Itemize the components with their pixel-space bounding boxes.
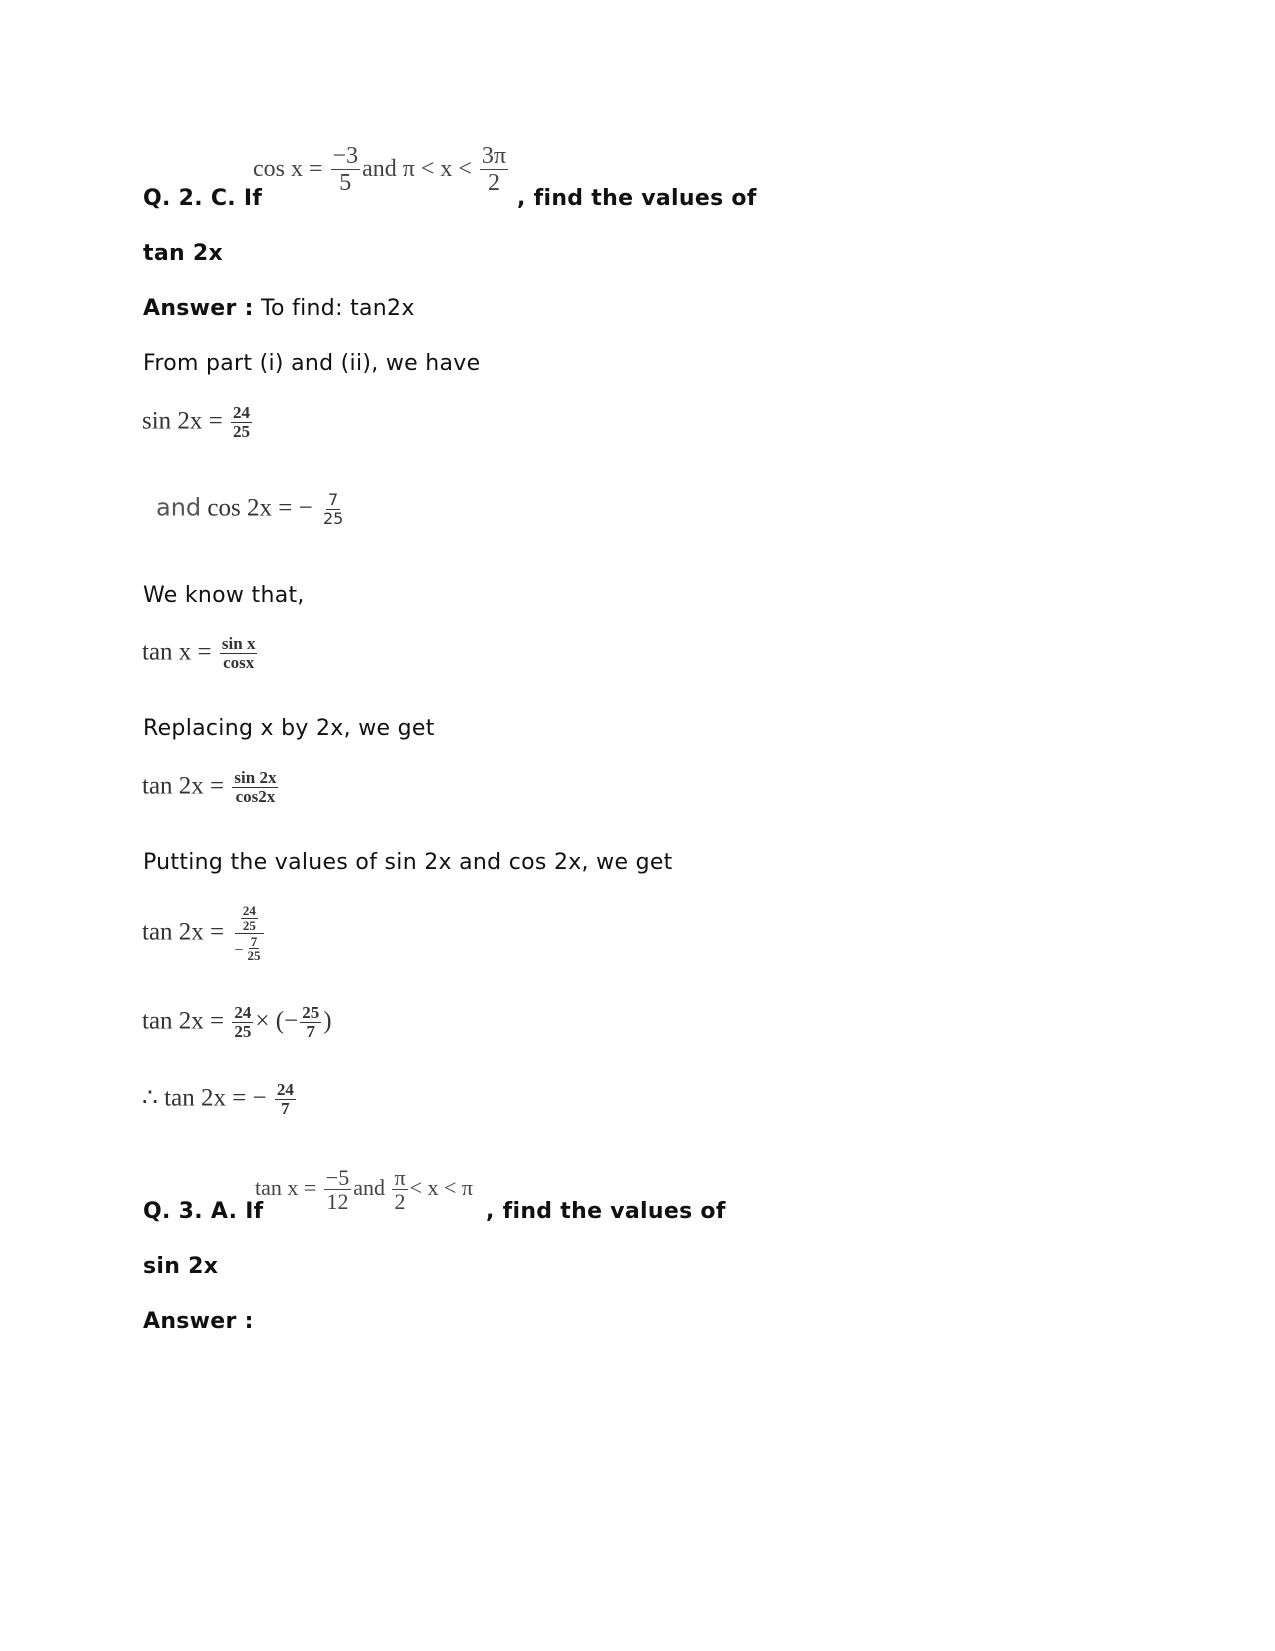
- numerator: 7: [328, 490, 339, 509]
- fraction: [300, 1004, 321, 1042]
- equation-final: [142, 1081, 298, 1119]
- question-condition: [253, 144, 510, 197]
- equation-tan2x-ratio: [142, 769, 280, 807]
- fraction: [232, 769, 278, 807]
- times-operator: × (−: [255, 1007, 299, 1035]
- equation-cos2x: [156, 492, 347, 527]
- equation-lhs: cos 2x = −: [207, 494, 313, 522]
- fraction: [245, 935, 262, 964]
- condition-lhs: cos x =: [253, 155, 323, 182]
- compound-numerator: [235, 904, 264, 934]
- fraction: [231, 404, 252, 442]
- numerator: 24: [234, 1003, 252, 1022]
- numerator: π: [394, 1165, 406, 1190]
- fraction: [480, 144, 508, 197]
- denominator: 7: [306, 1021, 315, 1041]
- fraction: [220, 635, 258, 673]
- numerator: sin x: [221, 634, 256, 653]
- question-suffix: , find the values of: [486, 1199, 726, 1224]
- condition-lhs: tan x =: [255, 1175, 317, 1201]
- denominator: cosx: [223, 652, 255, 672]
- close-paren: ): [323, 1007, 332, 1035]
- putting-text: Putting the values of sin 2x and cos 2x, we get: [143, 850, 673, 875]
- equation-sin2x: [142, 404, 254, 442]
- minus-sign: −: [234, 941, 244, 959]
- fraction: [275, 1081, 296, 1119]
- equation-lhs: tan 2x =: [142, 1007, 225, 1035]
- denominator: 25: [322, 508, 344, 528]
- numerator: 24: [242, 903, 256, 918]
- question-line2: tan 2x: [143, 241, 223, 266]
- condition-mid: and π < x <: [362, 155, 472, 182]
- question-suffix: , find the values of: [517, 186, 757, 211]
- equation-multiplication: [142, 1004, 332, 1042]
- compound-denominator: [230, 934, 268, 964]
- equation-lhs: tan 2x =: [142, 918, 225, 946]
- fraction: [241, 904, 258, 933]
- fraction: [331, 144, 361, 197]
- numerator: 3π: [481, 143, 507, 169]
- denominator: cos2x: [235, 786, 276, 806]
- numerator: 7: [250, 933, 258, 949]
- denominator: 25: [242, 917, 256, 933]
- equation-tanx: [142, 635, 259, 673]
- denominator: 2: [394, 1189, 406, 1215]
- answer-label: Answer :: [143, 1309, 254, 1334]
- numerator: sin 2x: [234, 768, 277, 787]
- from-parts-text: From part (i) and (ii), we have: [143, 351, 481, 376]
- fraction: [232, 1004, 253, 1042]
- question-condition: [255, 1166, 473, 1214]
- answer-line: [143, 296, 415, 322]
- numerator: −3: [332, 143, 359, 169]
- fraction: [392, 1166, 407, 1214]
- denominator: 25: [247, 948, 261, 964]
- equation-lhs: sin 2x =: [142, 407, 223, 435]
- know-that-text: We know that,: [143, 583, 305, 608]
- denominator: 5: [339, 170, 352, 197]
- denominator: 25: [234, 1021, 252, 1041]
- numerator: −5: [325, 1165, 350, 1190]
- fraction: [321, 492, 345, 527]
- equation-lhs: tan x =: [142, 638, 212, 666]
- compound-fraction: [230, 904, 268, 964]
- numerator: 25: [302, 1003, 320, 1022]
- and-word: and: [156, 493, 202, 522]
- equation-lhs: tan 2x =: [142, 772, 225, 800]
- question-line2: sin 2x: [143, 1254, 219, 1279]
- condition-tail: < x < π: [409, 1175, 474, 1201]
- equation-substitution: [142, 904, 270, 964]
- numerator: 24: [276, 1080, 294, 1099]
- answer-label: Answer :: [143, 296, 254, 321]
- question-label: Q. 3. A. If: [143, 1199, 264, 1224]
- denominator: 25: [233, 421, 251, 441]
- replacing-text: Replacing x by 2x, we get: [143, 716, 435, 741]
- answer-text: To find: tan2x: [261, 296, 415, 321]
- denominator: 12: [326, 1189, 349, 1215]
- numerator: 24: [233, 403, 251, 422]
- denominator: 2: [487, 170, 500, 197]
- condition-mid: and: [353, 1175, 385, 1201]
- equation-lhs: ∴ tan 2x = −: [142, 1084, 267, 1112]
- question-label: Q. 2. C. If: [143, 186, 263, 211]
- denominator: 7: [281, 1098, 290, 1118]
- fraction: [324, 1166, 351, 1214]
